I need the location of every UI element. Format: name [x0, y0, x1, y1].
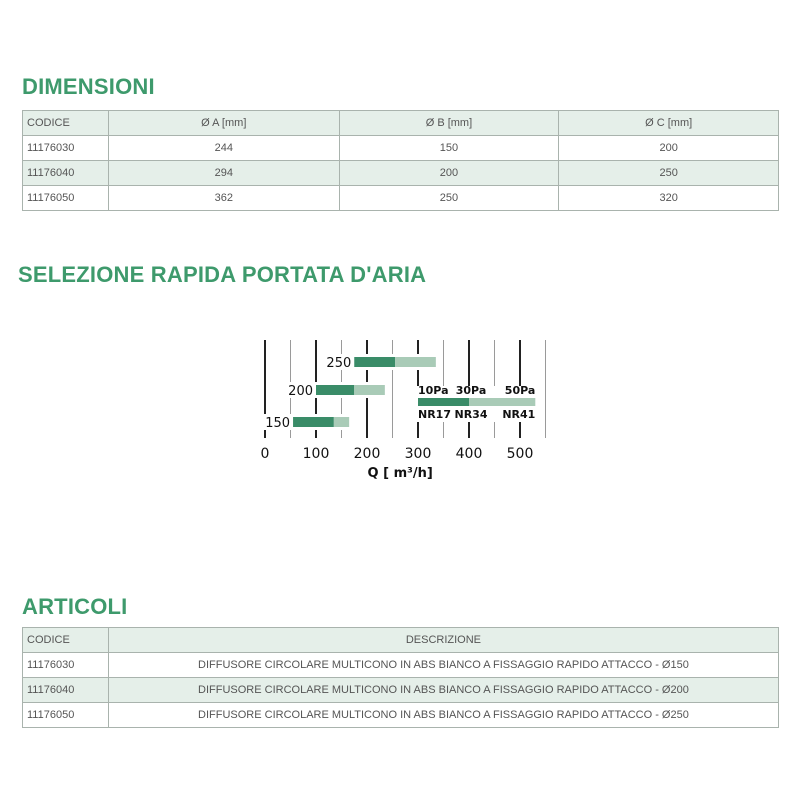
cell-diameter-b: 150 — [339, 136, 559, 161]
bar-segment — [354, 357, 395, 367]
cell-codice: 11176050 — [23, 186, 109, 211]
cell-diameter-c: 200 — [559, 136, 779, 161]
dimensions-table — [22, 110, 779, 211]
bar-segment — [316, 385, 354, 395]
legend-pressure-label: 30Pa — [455, 384, 487, 397]
bar-segment — [395, 357, 436, 367]
cell-diameter-b: 250 — [339, 186, 559, 211]
legend-pressure-label: 10Pa — [418, 384, 449, 397]
airflow-chart — [255, 330, 555, 490]
cell-descrizione: DIFFUSORE CIRCOLARE MULTICONO IN ABS BIANCO A FISSAGGIO RAPIDO ATTACCO - Ø200 — [108, 678, 778, 703]
legend-bar-high — [469, 398, 535, 406]
header-diameter-b: Ø B [mm] — [339, 111, 559, 136]
category-label: 250 — [326, 356, 352, 371]
legend-noise-label: NR17 — [418, 408, 451, 421]
section-title-selezione: SELEZIONE RAPIDA PORTATA D'ARIA — [18, 262, 427, 287]
table-row — [23, 678, 779, 703]
bar-segment — [293, 417, 334, 427]
articles-table — [22, 627, 779, 728]
cell-descrizione: DIFFUSORE CIRCOLARE MULTICONO IN ABS BIANCO A FISSAGGIO RAPIDO ATTACCO - Ø250 — [108, 703, 778, 728]
header-diameter-c: Ø C [mm] — [559, 111, 779, 136]
legend-bar-low — [418, 398, 469, 406]
x-tick-label: 100 — [302, 446, 330, 462]
header-descrizione: DESCRIZIONE — [108, 628, 778, 653]
section-title-dimensioni: DIMENSIONI — [22, 74, 155, 99]
legend-noise-label: NR41 — [502, 408, 536, 421]
category-label: 200 — [288, 384, 313, 399]
x-tick-label: 200 — [353, 446, 381, 462]
bar-segment — [334, 417, 349, 427]
cell-codice: 11176050 — [23, 703, 109, 728]
cell-codice: 11176040 — [23, 161, 109, 186]
x-tick-label: 500 — [506, 446, 534, 462]
table-header-row — [23, 111, 779, 136]
x-tick-label: 0 — [260, 446, 270, 462]
cell-codice: 11176030 — [23, 136, 109, 161]
header-codice: CODICE — [23, 111, 109, 136]
bar-segment — [354, 385, 385, 395]
cell-diameter-c: 250 — [559, 161, 779, 186]
section-title-articoli: ARTICOLI — [22, 594, 128, 619]
table-header-row — [23, 628, 779, 653]
x-tick-label: 400 — [455, 446, 483, 462]
legend-noise-label: NR34 — [454, 408, 488, 421]
table-row — [23, 653, 779, 678]
cell-diameter-a: 294 — [108, 161, 339, 186]
x-tick-label: 300 — [404, 446, 432, 462]
header-diameter-a: Ø A [mm] — [108, 111, 339, 136]
legend-pressure-label: 50Pa — [504, 384, 536, 397]
table-row — [23, 136, 779, 161]
table-row — [23, 161, 779, 186]
cell-descrizione: DIFFUSORE CIRCOLARE MULTICONO IN ABS BIANCO A FISSAGGIO RAPIDO ATTACCO - Ø150 — [108, 653, 778, 678]
category-label: 150 — [265, 416, 291, 431]
table-row — [23, 703, 779, 728]
cell-codice: 11176030 — [23, 653, 109, 678]
table-row — [23, 186, 779, 211]
cell-diameter-c: 320 — [559, 186, 779, 211]
cell-diameter-a: 244 — [108, 136, 339, 161]
cell-codice: 11176040 — [23, 678, 109, 703]
header-codice: CODICE — [23, 628, 109, 653]
cell-diameter-b: 200 — [339, 161, 559, 186]
x-axis-label: Q [ m³/h] — [367, 466, 433, 481]
cell-diameter-a: 362 — [108, 186, 339, 211]
